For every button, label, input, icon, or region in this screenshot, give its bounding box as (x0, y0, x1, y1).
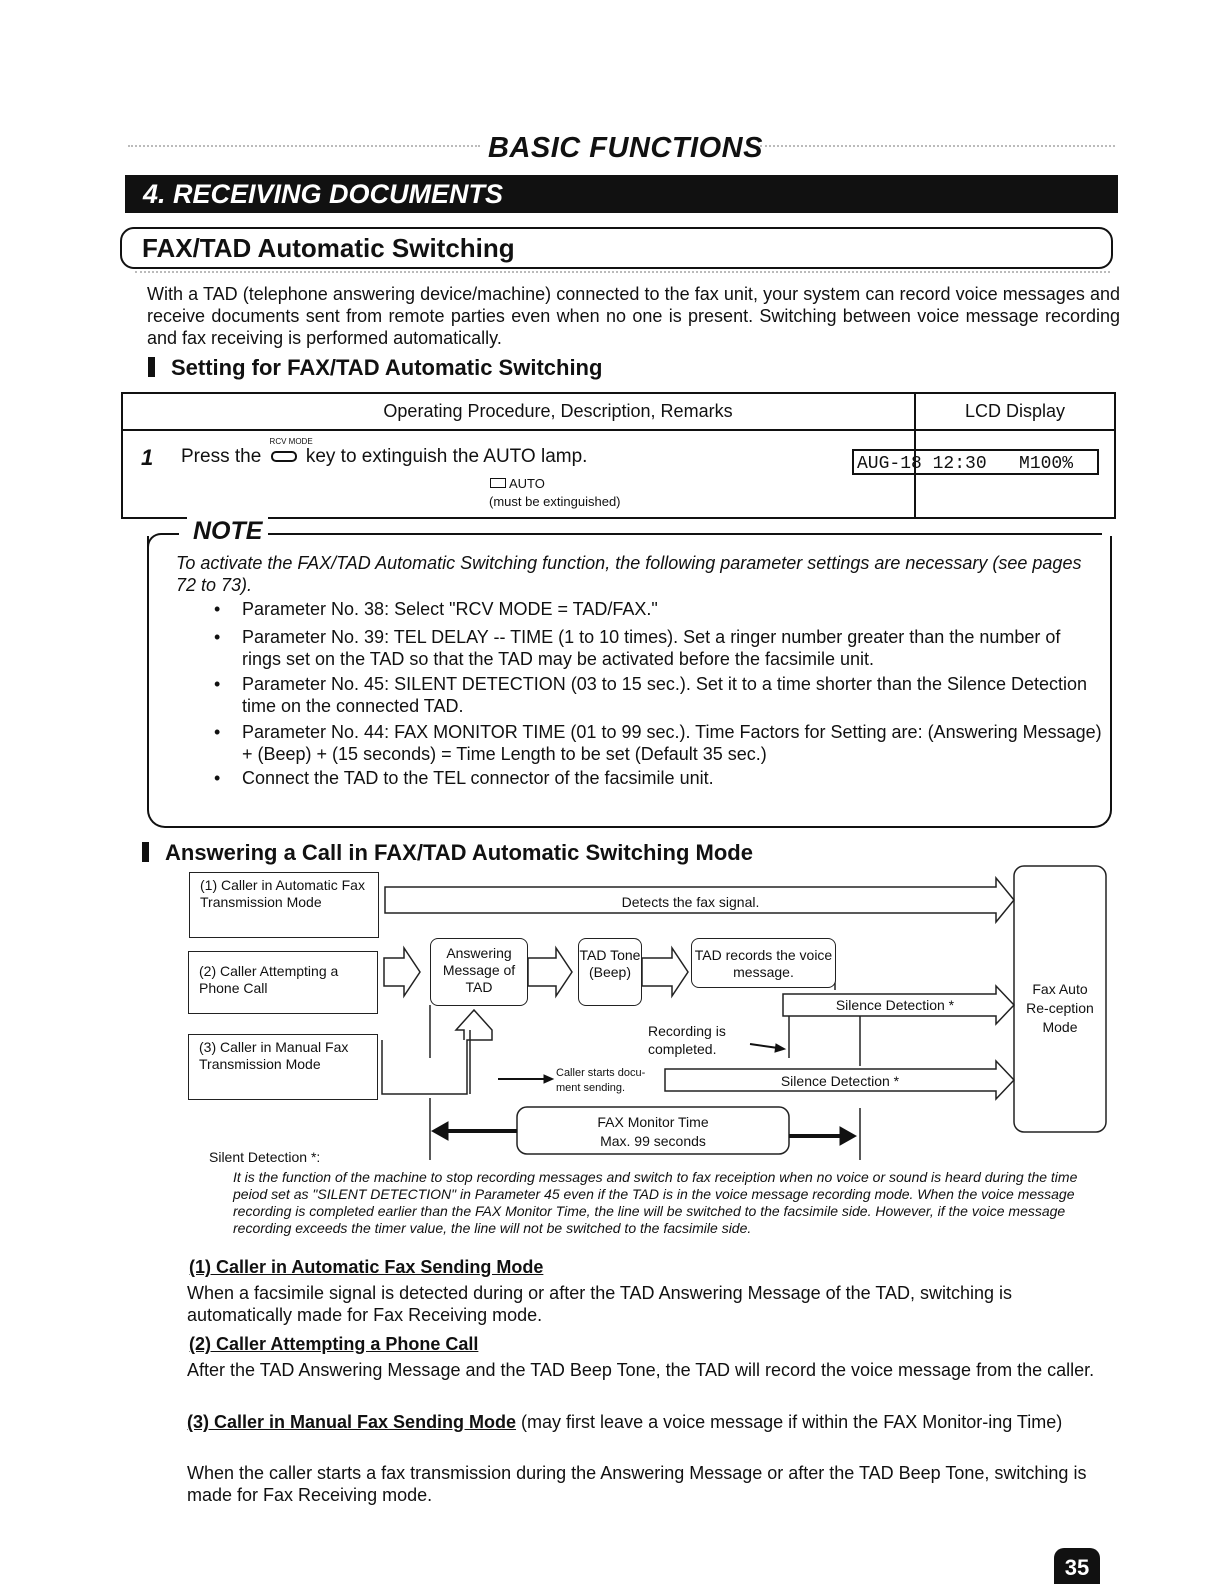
arrow-caller3-up (382, 1010, 492, 1094)
case-1-heading: (1) Caller in Automatic Fax Sending Mode (189, 1257, 544, 1277)
monitor-max-label: Max. 99 seconds (600, 1133, 706, 1149)
arrow-to-records (642, 948, 688, 996)
lcd-display: AUG-18 12:30 M100% (852, 449, 1099, 475)
silent-detection-description: It is the function of the machine to stop recording messages and switch to fax receiption when no voice or sound is heard during the time peiod set as "SILENT DETECTION" in Parameter 45 even if the TAD is in the voice message recording mode. When the voice message recording is completed earlier than the FAX Monitor Time, the line will be switched to the facsimile side. However, if the voice message recording exceeds the timer value, the line will not be switched to the facsimile side. (233, 1169, 1078, 1236)
running-head: BASIC FUNCTIONS (488, 132, 763, 164)
caller-starts-label: Caller starts docu-ment sending. (556, 1067, 646, 1094)
section-title: FAX/TAD Automatic Switching (120, 227, 1113, 269)
step-text-before: Press the (181, 446, 262, 467)
silent-detection-label: Silent Detection *: (209, 1149, 321, 1165)
case-2-heading: (2) Caller Attempting a Phone Call (189, 1334, 479, 1354)
note-bullet-5: • Connect the TAD to the TEL connector of the facsimile unit. (242, 767, 1102, 789)
case-3-heading: (3) Caller in Manual Fax Sending Mode (187, 1412, 517, 1432)
fax-auto-reception-label: Fax Auto Re-ception Mode (1026, 981, 1094, 1035)
note-intro: To activate the FAX/TAD Automatic Switching function, the following parameter settings are necessary (see pages 72 to 73). (176, 553, 1082, 595)
note-bullet-3: • Parameter No. 45: SILENT DETECTION (03 to 15 sec.). Set it to a time shorter than the Silence Detection time on the connected TAD. (242, 673, 1102, 717)
case-3-suffix: (may first leave a voice message if within the FAX Monitor-ing Time) (516, 1412, 1063, 1432)
answer-heading-text: Answering a Call in FAX/TAD Automatic Switching Mode (165, 840, 753, 865)
chapter-title: 4. RECEIVING DOCUMENTS (125, 175, 1118, 213)
tad-records-box: TAD records the voice message. (691, 938, 836, 988)
arrow-to-answering (384, 948, 420, 996)
note-title: NOTE (187, 517, 268, 546)
caller-2-box: (2) Caller Attempting a Phone Call (188, 951, 378, 1014)
table-header-lcd: LCD Display (915, 393, 1115, 430)
case-3-intro (187, 1411, 1102, 1433)
intro-paragraph: With a TAD (telephone answering device/machine) connected to the fax unit, your system can record voice messages and receive documents sent from remote parties even when no one is present. Switching between voice message recording and fax receiving is performed automatically. (147, 284, 1120, 348)
step-text-after: key to extinguish the AUTO lamp. (305, 446, 588, 467)
case-3-body: When the caller starts a fax transmission during the Answering Message or after the TAD Beep Tone, switching is made for Fax Receiving mode. (187, 1463, 1087, 1505)
rcv-mode-key-label: RCV MODE (269, 437, 313, 446)
monitor-time-label: FAX Monitor Time (597, 1114, 709, 1130)
step-number: 1 (141, 445, 154, 470)
auto-lamp-label: AUTO (509, 476, 545, 491)
detects-fax-label: Detects the fax signal. (621, 894, 760, 910)
note-bullet-2: • Parameter No. 39: TEL DELAY -- TIME (1 to 10 times). Set a ringer number greater than the number of rings set on the TAD so that the TAD may be activated before the facsimile unit. (242, 626, 1102, 670)
caller-3-box: (3) Caller in Manual Fax Transmission Mode (188, 1034, 378, 1100)
recording-completed-label: Recording is completed. (648, 1023, 726, 1057)
silence-detection-label-1: Silence Detection * (835, 997, 955, 1013)
silence-detection-label-2: Silence Detection * (780, 1073, 900, 1089)
case-2-body: After the TAD Answering Message and the TAD Beep Tone, the TAD will record the voice message from the caller. (187, 1360, 1095, 1380)
caller-1-box: (1) Caller in Automatic Fax Transmission Mode (189, 872, 379, 938)
setting-heading-text: Setting for FAX/TAD Automatic Switching (171, 355, 603, 380)
case-1-body: When a facsimile signal is detected during or after the TAD Answering Message of the TAD, switching is automatically made for Fax Receiving mode. (187, 1283, 1013, 1325)
answering-message-box: Answering Message of TAD (430, 938, 528, 1006)
note-bullet-1: • Parameter No. 38: Select "RCV MODE = TAD/FAX." (242, 598, 1102, 620)
arrow-to-tone (528, 948, 572, 996)
page-number: 35 (1054, 1548, 1100, 1584)
lamp-note: (must be extinguished) (489, 494, 621, 509)
note-bullet-4: • Parameter No. 44: FAX MONITOR TIME (01 to 99 sec.). Time Factors for Setting are: (Answering Message) + (Beep) + (15 seconds) = Time Length to be set (Default 35 sec.) (242, 721, 1102, 765)
tad-tone-box: TAD Tone (Beep) (578, 938, 642, 1006)
table-header-procedure: Operating Procedure, Description, Remarks (122, 393, 915, 430)
